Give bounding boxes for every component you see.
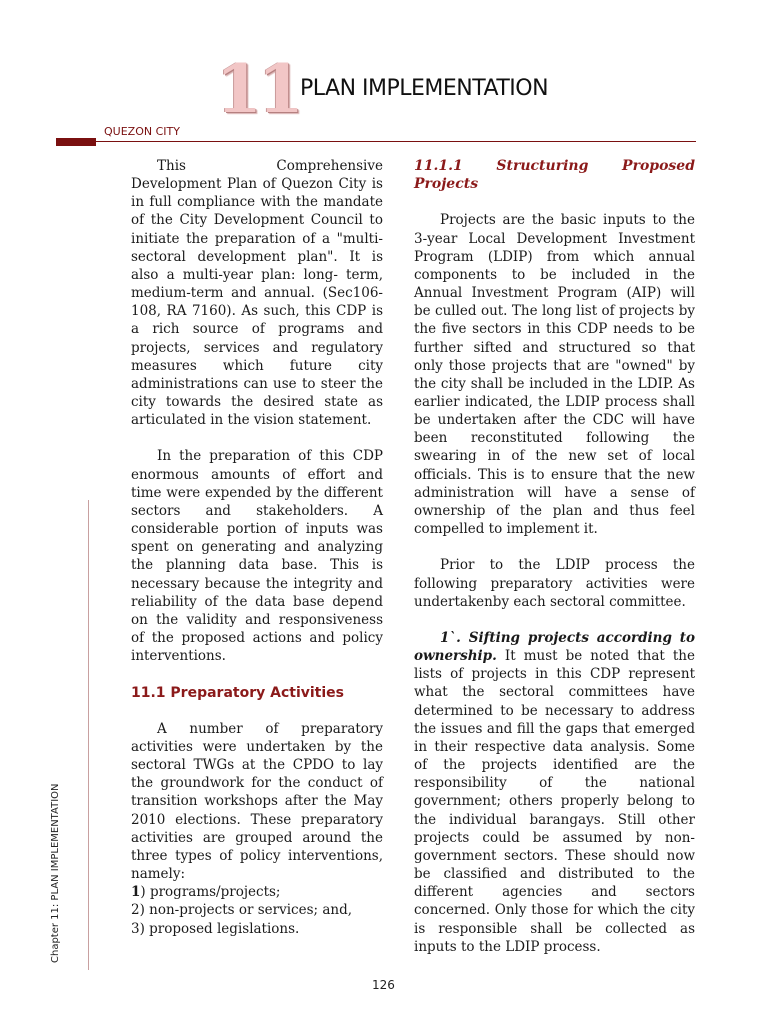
list-item	[131, 920, 383, 938]
intro-paragraph-1: This Comprehensive Development Plan of Quezon City is in full compliance with the mandate of the City Development Council to initiate the preparation of a "multi-sectoral development plan". It is also a multi-year plan: long- term, medium-term and annual. (Sec106-108, RA 7160). As such, this CDP is a rich source of programs and projects, services and regulatory measures which future city administrations can use to steer the city towards the desired state as articulated in the vision statement.	[131, 158, 383, 429]
chapter-number: 11	[216, 50, 300, 128]
left-column	[131, 157, 383, 938]
chapter-title: PLAN IMPLEMENTATION	[300, 76, 549, 101]
section-heading: 11.1 Preparatory Activities	[131, 684, 344, 701]
sidebar-divider	[88, 500, 89, 970]
list-item-text: ) programs/projects;	[140, 884, 281, 901]
list-item-number: 1	[131, 884, 141, 901]
sifting-paragraph	[414, 629, 695, 956]
right-column	[414, 157, 695, 974]
city-label: QUEZON CITY	[104, 125, 180, 138]
projects-paragraph: Projects are the basic inputs to the 3-year Local Development Investment Program (LDIP) from which annual components to be included in the Annual Investment Program (AIP) will be culled out. The long list of projects by the five sectors in this CDP needs to be further sifted and structured so that only those projects that are "owned" by the city shall be included in the LDIP. As earlier indicated, the LDIP process shall be undertaken after the CDC will have been reconstituted following the swearing in of the new set of local officials. This is to ensure that the new administration will have a sense of ownership of the plan and thus feel compelled to implement it.	[414, 212, 695, 538]
sifting-body: It must be noted that the lists of projects in this CDP represent what the sectoral committees have determined to be necessary to address the issues and fill the gaps that emerged in their respective data analysis. Some of the projects identified are the responsibility of the national government; others properly belong to the individual barangays. Still other projects could be assumed by non-government sectors. These should now be classified and distributed to the different agencies and sectors concerned. Only those for which the city is responsible shall be collected as inputs to the LDIP process.	[414, 648, 695, 955]
header-rule-accent	[56, 138, 96, 146]
header-rule	[96, 141, 696, 142]
prior-ldip-paragraph: Prior to the LDIP process the following preparatory activities were undertakenby each sectoral committee.	[414, 557, 695, 610]
section-paragraph: A number of preparatory activities were undertaken by the sectoral TWGs at the CPDO to lay the groundwork for the conduct of transition workshops after the May 2010 elections. These preparatory activities are grouped around the three types of policy interventions, namely:	[131, 720, 383, 883]
intro-paragraph-2: In the preparation of this CDP enormous amounts of effort and time were expended by the different sectors and stakeholders. A considerable portion of inputs was spent on generating and analyzing the planning data base. This is necessary because the integrity and reliability of the data base depend on the validity and responsiveness of the proposed actions and policy interventions.	[131, 448, 383, 665]
list-item	[131, 883, 383, 901]
subsection-heading: 11.1.1 Structuring Proposed Projects	[414, 158, 695, 193]
sifting-lead: 1`. Sifting projects according to ownership.	[414, 630, 695, 665]
list-item	[131, 901, 383, 919]
page-number: 126	[372, 978, 395, 992]
list-item-text: ) proposed legislations.	[139, 920, 300, 937]
intervention-list	[131, 883, 383, 937]
list-item-text: ) non-projects or services; and,	[139, 902, 353, 919]
sidebar-chapter-label: Chapter 11: PLAN IMPLEMENTATION	[50, 783, 61, 963]
list-item-number: 2	[131, 902, 140, 919]
list-item-number: 3	[131, 920, 140, 937]
